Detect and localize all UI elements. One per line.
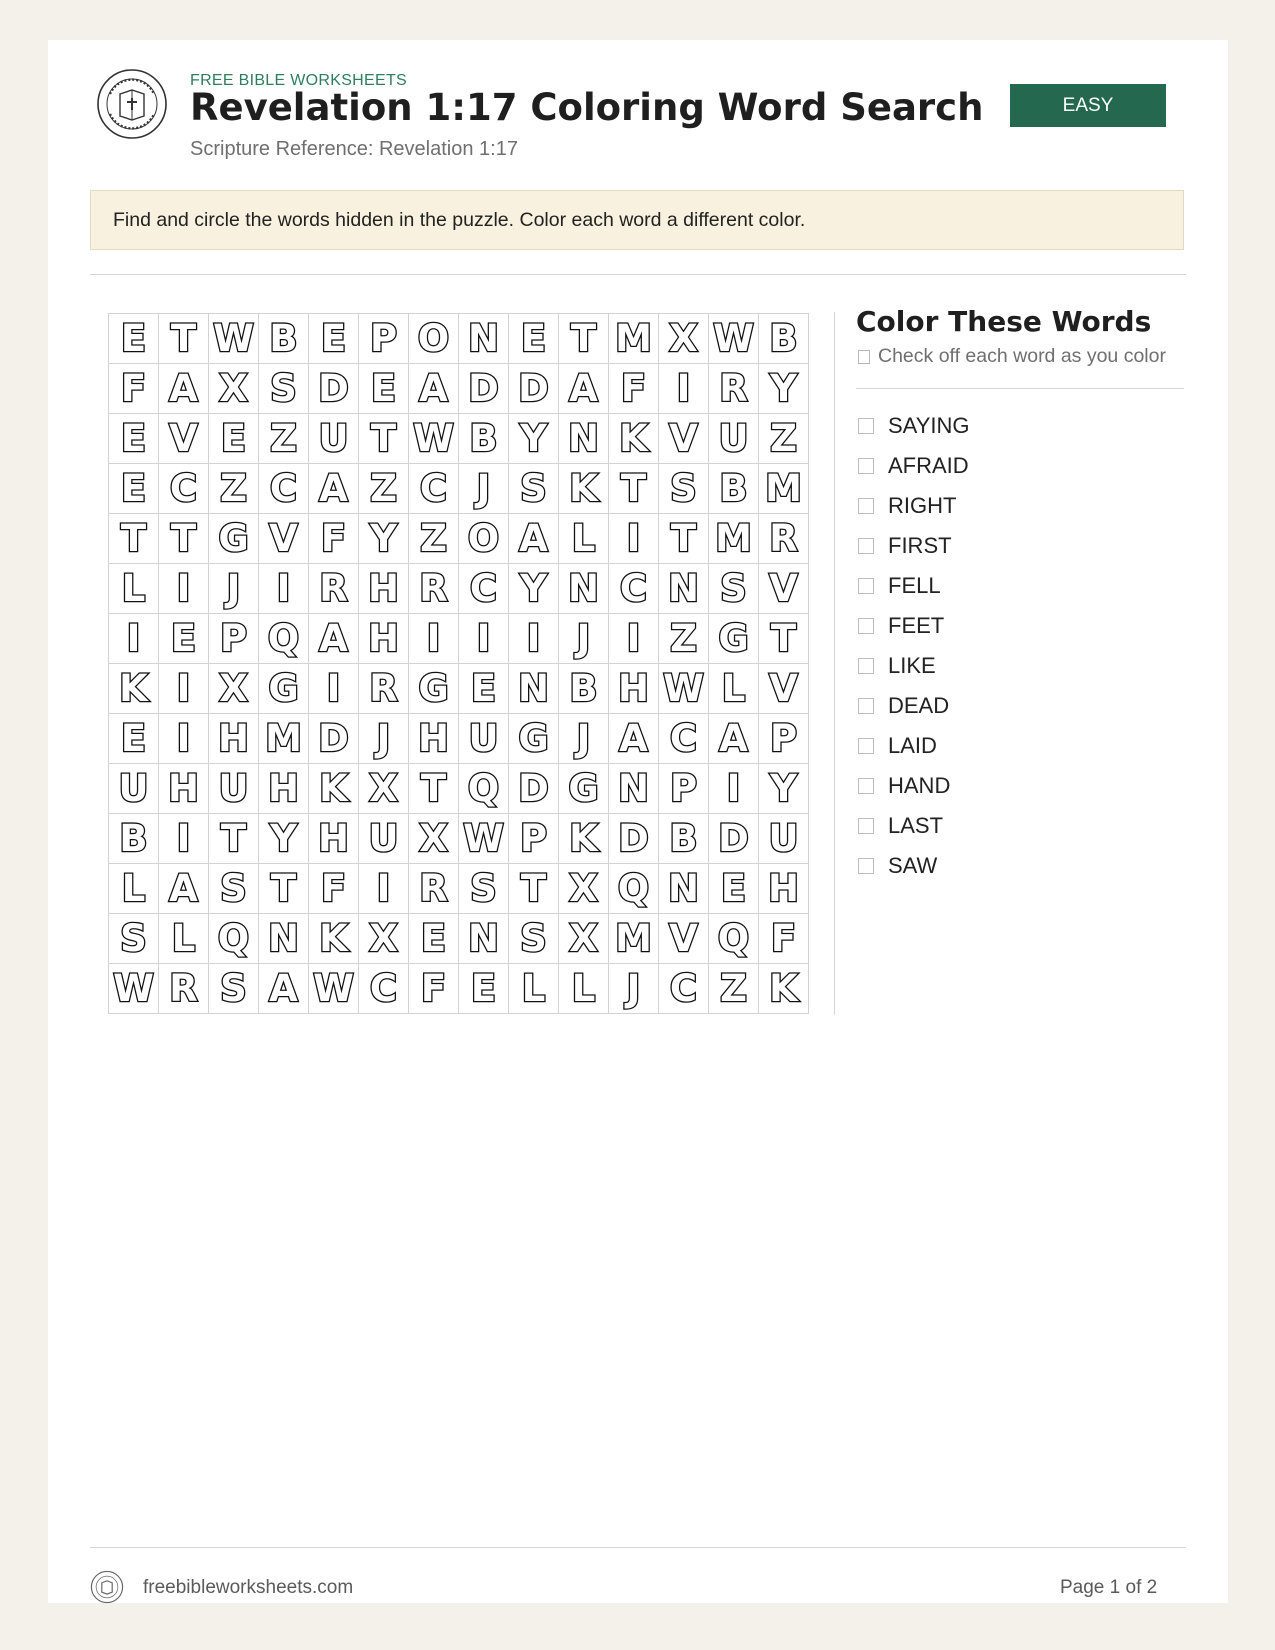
grid-cell[interactable]: Z	[209, 464, 259, 514]
word-label: SAW	[888, 853, 938, 878]
word-label: AFRAID	[888, 453, 969, 478]
grid-cell[interactable]: C	[159, 464, 209, 514]
word-checkbox[interactable]	[858, 738, 874, 754]
grid-cell[interactable]: H	[359, 614, 409, 664]
grid-cell[interactable]: T	[159, 514, 209, 564]
word-list-item[interactable]	[858, 806, 970, 846]
grid-cell[interactable]: J	[559, 714, 609, 764]
grid-cell[interactable]: S	[509, 464, 559, 514]
grid-cell[interactable]: X	[559, 914, 609, 964]
grid-cell[interactable]: W	[309, 964, 359, 1014]
grid-cell[interactable]: N	[659, 564, 709, 614]
grid-cell[interactable]: N	[459, 314, 509, 364]
grid-cell[interactable]: I	[609, 614, 659, 664]
grid-cell[interactable]: I	[159, 664, 209, 714]
grid-cell[interactable]: X	[209, 664, 259, 714]
grid-cell[interactable]: H	[309, 814, 359, 864]
grid-cell[interactable]: H	[359, 564, 409, 614]
word-label: FIRST	[888, 533, 952, 558]
grid-cell[interactable]: K	[559, 814, 609, 864]
grid-cell[interactable]: C	[359, 964, 409, 1014]
grid-cell[interactable]: F	[309, 514, 359, 564]
grid-cell[interactable]: M	[609, 314, 659, 364]
word-label: DEAD	[888, 693, 950, 718]
word-checkbox[interactable]	[858, 578, 874, 594]
grid-cell[interactable]: V	[159, 414, 209, 464]
grid-cell[interactable]: S	[709, 564, 759, 614]
grid-cell[interactable]: E	[409, 914, 459, 964]
grid-cell[interactable]: P	[659, 764, 709, 814]
grid-cell[interactable]: A	[559, 364, 609, 414]
grid-cell[interactable]: O	[409, 314, 459, 364]
grid-cell[interactable]: G	[259, 664, 309, 714]
grid-cell[interactable]: V	[759, 564, 809, 614]
grid-cell[interactable]: C	[459, 564, 509, 614]
word-list-item[interactable]	[858, 486, 970, 526]
grid-cell[interactable]: Z	[659, 614, 709, 664]
hint-checkbox-icon	[858, 350, 870, 364]
grid-cell[interactable]: V	[259, 514, 309, 564]
grid-cell[interactable]: I	[459, 614, 509, 664]
grid-cell[interactable]: E	[109, 414, 159, 464]
word-label: RIGHT	[888, 493, 957, 518]
grid-cell[interactable]: X	[559, 864, 609, 914]
grid-cell[interactable]: A	[259, 964, 309, 1014]
brand-name: FREE BIBLE WORKSHEETS	[190, 72, 408, 89]
grid-cell[interactable]: W	[659, 664, 709, 714]
grid-cell[interactable]: L	[559, 514, 609, 564]
grid-cell[interactable]: D	[509, 764, 559, 814]
grid-cell[interactable]: R	[159, 964, 209, 1014]
grid-cell[interactable]: Y	[509, 414, 559, 464]
grid-cell[interactable]: N	[559, 564, 609, 614]
grid-cell[interactable]: I	[159, 714, 209, 764]
word-list-item[interactable]	[858, 566, 970, 606]
word-checkbox[interactable]	[858, 498, 874, 514]
grid-cell[interactable]: L	[709, 664, 759, 714]
grid-cell[interactable]: S	[209, 864, 259, 914]
grid-cell[interactable]: Q	[259, 614, 309, 664]
grid-cell[interactable]: A	[709, 714, 759, 764]
grid-cell[interactable]: J	[359, 714, 409, 764]
grid-cell[interactable]: E	[159, 614, 209, 664]
grid-cell[interactable]: S	[509, 914, 559, 964]
word-checkbox[interactable]	[858, 658, 874, 674]
grid-cell[interactable]: K	[309, 914, 359, 964]
grid-cell[interactable]: K	[609, 414, 659, 464]
word-checkbox[interactable]	[858, 778, 874, 794]
grid-cell[interactable]: J	[609, 964, 659, 1014]
grid-cell[interactable]: A	[159, 364, 209, 414]
grid-cell[interactable]: V	[759, 664, 809, 714]
grid-cell[interactable]: B	[459, 414, 509, 464]
word-list-item[interactable]	[858, 446, 970, 486]
word-checkbox[interactable]	[858, 458, 874, 474]
grid-cell[interactable]: G	[509, 714, 559, 764]
grid-cell[interactable]: D	[309, 364, 359, 414]
grid-cell[interactable]: N	[559, 414, 609, 464]
grid-cell[interactable]: B	[259, 314, 309, 364]
grid-cell[interactable]: W	[409, 414, 459, 464]
grid-cell[interactable]: Z	[409, 514, 459, 564]
grid-cell[interactable]: N	[259, 914, 309, 964]
grid-cell[interactable]: T	[159, 314, 209, 364]
grid-cell[interactable]: O	[459, 514, 509, 564]
grid-cell[interactable]: R	[409, 564, 459, 614]
page-number: Page 1 of 2	[1060, 1577, 1158, 1598]
grid-cell[interactable]: X	[359, 914, 409, 964]
grid-cell[interactable]: I	[509, 614, 559, 664]
word-list-item[interactable]	[858, 766, 970, 806]
grid-cell[interactable]: I	[259, 564, 309, 614]
grid-cell[interactable]: H	[759, 864, 809, 914]
instructions-box	[90, 190, 1184, 250]
word-list-item[interactable]	[858, 846, 970, 886]
grid-cell[interactable]: Q	[459, 764, 509, 814]
grid-cell[interactable]: B	[659, 814, 709, 864]
grid-cell[interactable]: D	[509, 364, 559, 414]
grid-cell[interactable]: Y	[509, 564, 559, 614]
grid-cell[interactable]: H	[259, 764, 309, 814]
word-checkbox[interactable]	[858, 698, 874, 714]
grid-cell[interactable]: T	[609, 464, 659, 514]
grid-cell[interactable]: K	[759, 964, 809, 1014]
word-label: LAST	[888, 813, 944, 838]
grid-cell[interactable]: A	[159, 864, 209, 914]
grid-cell[interactable]: R	[309, 564, 359, 614]
grid-cell[interactable]: Z	[359, 464, 409, 514]
grid-cell[interactable]: V	[659, 914, 709, 964]
grid-cell[interactable]: E	[109, 314, 159, 364]
grid-cell[interactable]: D	[309, 714, 359, 764]
word-list-hint	[858, 345, 1166, 368]
grid-cell[interactable]: U	[359, 814, 409, 864]
grid-cell[interactable]: N	[609, 764, 659, 814]
grid-cell[interactable]: H	[209, 714, 259, 764]
grid-cell[interactable]: P	[209, 614, 259, 664]
grid-cell[interactable]: E	[459, 964, 509, 1014]
grid-cell[interactable]: T	[359, 414, 409, 464]
grid-cell[interactable]: C	[609, 564, 659, 614]
grid-cell[interactable]: I	[709, 764, 759, 814]
grid-cell[interactable]: T	[209, 814, 259, 864]
grid-cell[interactable]: T	[409, 764, 459, 814]
grid-cell[interactable]: X	[209, 364, 259, 414]
word-list-title: Color These Words	[856, 305, 1152, 338]
difficulty-badge: EASY	[1010, 84, 1166, 127]
grid-cell[interactable]: W	[459, 814, 509, 864]
grid-cell[interactable]: I	[109, 614, 159, 664]
word-label: FEET	[888, 613, 945, 638]
word-list-item[interactable]	[858, 646, 970, 686]
grid-cell[interactable]: B	[559, 664, 609, 714]
grid-cell[interactable]: N	[509, 664, 559, 714]
grid-cell[interactable]: E	[459, 664, 509, 714]
word-list-divider	[856, 388, 1184, 389]
grid-cell[interactable]: P	[509, 814, 559, 864]
grid-cell[interactable]: K	[109, 664, 159, 714]
grid-cell[interactable]: C	[659, 964, 709, 1014]
grid-cell[interactable]: F	[759, 914, 809, 964]
grid-cell[interactable]: E	[109, 464, 159, 514]
word-label: FELL	[888, 573, 941, 598]
word-search-grid	[108, 313, 809, 1014]
grid-cell[interactable]: S	[459, 864, 509, 914]
grid-cell[interactable]: T	[759, 614, 809, 664]
grid-cell[interactable]: L	[109, 564, 159, 614]
grid-cell[interactable]: Z	[259, 414, 309, 464]
grid-cell[interactable]: C	[659, 714, 709, 764]
word-list-item[interactable]	[858, 406, 970, 446]
grid-cell[interactable]: J	[209, 564, 259, 614]
grid-cell[interactable]: U	[759, 814, 809, 864]
grid-cell[interactable]: J	[459, 464, 509, 514]
grid-cell[interactable]: M	[609, 914, 659, 964]
grid-cell[interactable]: Y	[759, 764, 809, 814]
grid-cell[interactable]: Z	[759, 414, 809, 464]
grid-cell[interactable]: U	[459, 714, 509, 764]
instructions-text: Find and circle the words hidden in the puzzle. Color each word a different color.	[113, 208, 806, 231]
grid-cell[interactable]: I	[309, 664, 359, 714]
grid-cell[interactable]: N	[659, 864, 709, 914]
grid-cell[interactable]: U	[709, 414, 759, 464]
grid-cell[interactable]: V	[659, 414, 709, 464]
grid-cell[interactable]: K	[309, 764, 359, 814]
grid-cell[interactable]: C	[259, 464, 309, 514]
grid-cell[interactable]: L	[509, 964, 559, 1014]
grid-cell[interactable]: Y	[759, 364, 809, 414]
grid-cell[interactable]: W	[109, 964, 159, 1014]
word-list-item[interactable]	[858, 686, 970, 726]
grid-cell[interactable]: A	[509, 514, 559, 564]
word-list-item[interactable]	[858, 606, 970, 646]
grid-cell[interactable]: E	[309, 314, 359, 364]
grid-cell[interactable]: D	[609, 814, 659, 864]
grid-cell[interactable]: R	[709, 364, 759, 414]
grid-cell[interactable]: X	[359, 764, 409, 814]
grid-cell[interactable]: R	[759, 514, 809, 564]
grid-cell[interactable]: E	[509, 314, 559, 364]
grid-cell[interactable]: I	[609, 514, 659, 564]
grid-cell[interactable]: T	[109, 514, 159, 564]
footer-divider	[90, 1547, 1186, 1548]
grid-cell[interactable]: T	[259, 864, 309, 914]
grid-cell[interactable]: E	[109, 714, 159, 764]
grid-cell[interactable]: U	[109, 764, 159, 814]
word-list-item[interactable]	[858, 526, 970, 566]
grid-cell[interactable]: F	[109, 364, 159, 414]
word-label: LIKE	[888, 653, 936, 678]
grid-cell[interactable]: H	[159, 764, 209, 814]
grid-cell[interactable]: B	[759, 314, 809, 364]
word-list	[858, 406, 970, 886]
grid-cell[interactable]: D	[709, 814, 759, 864]
word-list-item[interactable]	[858, 726, 970, 766]
grid-cell[interactable]: I	[659, 364, 709, 414]
grid-cell[interactable]: Y	[359, 514, 409, 564]
grid-cell[interactable]: A	[409, 364, 459, 414]
word-checkbox[interactable]	[858, 858, 874, 874]
grid-cell[interactable]: F	[409, 964, 459, 1014]
grid-cell[interactable]: I	[159, 564, 209, 614]
word-label: SAYING	[888, 413, 970, 438]
grid-cell[interactable]: I	[409, 614, 459, 664]
grid-cell[interactable]: E	[359, 364, 409, 414]
word-checkbox[interactable]	[858, 418, 874, 434]
grid-cell[interactable]: H	[609, 664, 659, 714]
word-list-hint-text: Check off each word as you color	[878, 345, 1166, 367]
grid-cell[interactable]: S	[209, 964, 259, 1014]
grid-cell[interactable]: L	[109, 864, 159, 914]
grid-cell[interactable]: A	[609, 714, 659, 764]
grid-cell[interactable]: Y	[259, 814, 309, 864]
grid-cell[interactable]: U	[209, 764, 259, 814]
grid-cell[interactable]: M	[709, 514, 759, 564]
grid-cell[interactable]: P	[759, 714, 809, 764]
word-checkbox[interactable]	[858, 818, 874, 834]
grid-cell[interactable]: S	[259, 364, 309, 414]
grid-cell[interactable]: N	[459, 914, 509, 964]
bible-seal-icon	[96, 68, 168, 140]
grid-cell[interactable]: L	[159, 914, 209, 964]
grid-cell[interactable]: E	[209, 414, 259, 464]
grid-cell[interactable]: Q	[609, 864, 659, 914]
grid-cell[interactable]: U	[309, 414, 359, 464]
grid-cell[interactable]: B	[709, 464, 759, 514]
grid-cell[interactable]: G	[709, 614, 759, 664]
word-checkbox[interactable]	[858, 618, 874, 634]
grid-cell[interactable]: I	[359, 864, 409, 914]
scripture-reference: Scripture Reference: Revelation 1:17	[190, 138, 518, 160]
grid-cell[interactable]: X	[659, 314, 709, 364]
grid-cell[interactable]: S	[109, 914, 159, 964]
grid-cell[interactable]: G	[409, 664, 459, 714]
bible-seal-icon	[90, 1570, 124, 1604]
grid-cell[interactable]: K	[559, 464, 609, 514]
grid-cell[interactable]: G	[209, 514, 259, 564]
footer-site: freebibleworksheets.com	[143, 1577, 354, 1598]
grid-cell[interactable]: R	[359, 664, 409, 714]
grid-cell[interactable]: S	[659, 464, 709, 514]
page-title: Revelation 1:17 Coloring Word Search	[190, 86, 984, 129]
grid-cell[interactable]: L	[559, 964, 609, 1014]
grid-cell[interactable]: F	[609, 364, 659, 414]
grid-cell[interactable]: D	[459, 364, 509, 414]
grid-cell[interactable]: A	[309, 614, 359, 664]
grid-cell[interactable]: W	[209, 314, 259, 364]
worksheet-page	[48, 40, 1228, 1603]
grid-cell[interactable]: H	[409, 714, 459, 764]
grid-cell[interactable]: Q	[709, 914, 759, 964]
word-label: HAND	[888, 773, 951, 798]
grid-cell[interactable]: M	[259, 714, 309, 764]
grid-cell[interactable]: Q	[209, 914, 259, 964]
grid-cell[interactable]: E	[709, 864, 759, 914]
grid-cell[interactable]: T	[559, 314, 609, 364]
grid-cell[interactable]: T	[659, 514, 709, 564]
grid-cell[interactable]: X	[409, 814, 459, 864]
grid-cell[interactable]: R	[409, 864, 459, 914]
grid-cell[interactable]: C	[409, 464, 459, 514]
word-label: LAID	[888, 733, 937, 758]
grid-cell[interactable]: T	[509, 864, 559, 914]
word-checkbox[interactable]	[858, 538, 874, 554]
column-divider	[834, 312, 835, 1015]
grid-cell[interactable]: A	[309, 464, 359, 514]
grid-cell[interactable]: Z	[709, 964, 759, 1014]
grid-cell[interactable]: M	[759, 464, 809, 514]
grid-cell[interactable]: B	[109, 814, 159, 864]
grid-cell[interactable]: G	[559, 764, 609, 814]
grid-cell[interactable]: F	[309, 864, 359, 914]
grid-cell[interactable]: W	[709, 314, 759, 364]
grid-cell[interactable]: P	[359, 314, 409, 364]
header-divider	[90, 274, 1186, 275]
grid-cell[interactable]: J	[559, 614, 609, 664]
grid-cell[interactable]: I	[159, 814, 209, 864]
